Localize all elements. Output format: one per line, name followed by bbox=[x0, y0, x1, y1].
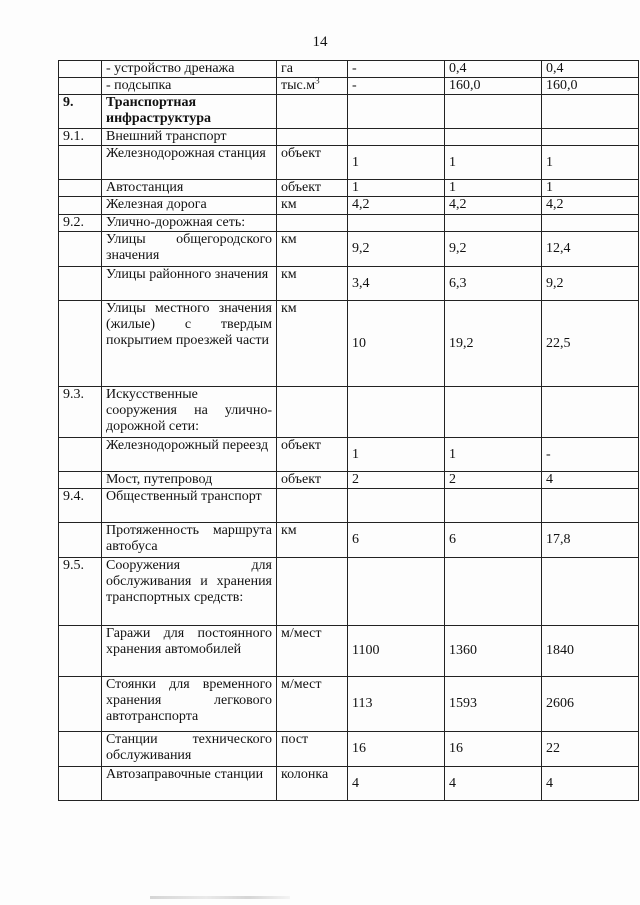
value-1: - bbox=[348, 61, 445, 78]
unit bbox=[277, 267, 348, 301]
table-row bbox=[59, 301, 639, 387]
indicator-name bbox=[102, 677, 277, 732]
unit-text: объект bbox=[281, 146, 321, 161]
value-3: 160,0 bbox=[542, 78, 639, 95]
table-row bbox=[59, 438, 639, 472]
value-1 bbox=[348, 558, 445, 626]
indicator-name-text: Улично-дорожная сеть: bbox=[106, 215, 246, 230]
value-3 bbox=[542, 558, 639, 626]
value-3: 4,2 bbox=[542, 197, 639, 215]
table-row bbox=[59, 180, 639, 197]
row-number: 9. bbox=[59, 95, 102, 129]
value-2: 1 bbox=[445, 180, 542, 197]
indicator-name bbox=[102, 626, 277, 677]
value-2: 16 bbox=[445, 732, 542, 767]
value-2: 6 bbox=[445, 523, 542, 558]
row-number bbox=[59, 523, 102, 558]
value-3: 2606 bbox=[542, 677, 639, 732]
unit-text: км bbox=[281, 301, 297, 316]
table-row bbox=[59, 215, 639, 232]
table-row bbox=[59, 489, 639, 523]
indicator-name-text: Искусственные сооружения на улично-дорожной сети: bbox=[106, 387, 272, 434]
unit bbox=[277, 129, 348, 146]
unit bbox=[277, 180, 348, 197]
indicator-name bbox=[102, 146, 277, 180]
table-row bbox=[59, 472, 639, 489]
indicator-name-text: Мост, путепровод bbox=[106, 472, 213, 487]
value-1: 9,2 bbox=[348, 232, 445, 267]
unit bbox=[277, 95, 348, 129]
indicator-name-text: Автозаправочные станции bbox=[106, 767, 264, 782]
value-2: 9,2 bbox=[445, 232, 542, 267]
value-3 bbox=[542, 387, 639, 438]
row-number bbox=[59, 78, 102, 95]
row-number bbox=[59, 472, 102, 489]
value-2: 1 bbox=[445, 146, 542, 180]
value-2 bbox=[445, 387, 542, 438]
indicator-name-text: Стоянки для временного хранения легкового автотранспорта bbox=[106, 677, 272, 724]
unit bbox=[277, 472, 348, 489]
value-1: - bbox=[348, 78, 445, 95]
value-2: 1 bbox=[445, 438, 542, 472]
unit-text: м/мест bbox=[281, 626, 322, 641]
value-1: 16 bbox=[348, 732, 445, 767]
indicator-name bbox=[102, 95, 277, 129]
page-number: 14 bbox=[312, 34, 328, 50]
unit bbox=[277, 767, 348, 801]
row-number bbox=[59, 732, 102, 767]
unit-text: га bbox=[281, 61, 293, 76]
table-row bbox=[59, 232, 639, 267]
table-row bbox=[59, 267, 639, 301]
indicator-name-text: Сооружения для обслуживания и хранения транспортных средств: bbox=[106, 558, 272, 605]
scan-artifact bbox=[150, 896, 290, 899]
unit-text: м/мест bbox=[281, 677, 322, 692]
value-3: 22 bbox=[542, 732, 639, 767]
value-2 bbox=[445, 558, 542, 626]
row-number: 9.1. bbox=[59, 129, 102, 146]
value-1: 10 bbox=[348, 301, 445, 387]
indicator-name-text: Станции технического обслуживания bbox=[106, 732, 272, 763]
indicator-name bbox=[102, 558, 277, 626]
value-3: - bbox=[542, 438, 639, 472]
row-number bbox=[59, 438, 102, 472]
indicator-name bbox=[102, 215, 277, 232]
value-1 bbox=[348, 387, 445, 438]
table-row bbox=[59, 197, 639, 215]
value-2 bbox=[445, 95, 542, 129]
indicator-name-text: Внешний транспорт bbox=[106, 129, 227, 144]
value-3: 1 bbox=[542, 146, 639, 180]
value-3 bbox=[542, 129, 639, 146]
unit-superscript: 3 bbox=[315, 75, 320, 86]
unit-text: км bbox=[281, 232, 297, 247]
value-3: 1 bbox=[542, 180, 639, 197]
value-2: 0,4 bbox=[445, 61, 542, 78]
indicator-name bbox=[102, 197, 277, 215]
value-2: 1360 bbox=[445, 626, 542, 677]
table-row bbox=[59, 387, 639, 438]
indicator-name bbox=[102, 732, 277, 767]
value-1 bbox=[348, 215, 445, 232]
row-number bbox=[59, 267, 102, 301]
unit-text: км bbox=[281, 523, 297, 538]
row-number: 9.2. bbox=[59, 215, 102, 232]
unit-text: км bbox=[281, 197, 297, 212]
row-number bbox=[59, 61, 102, 78]
value-1 bbox=[348, 129, 445, 146]
unit bbox=[277, 232, 348, 267]
value-1: 113 bbox=[348, 677, 445, 732]
value-1: 1100 bbox=[348, 626, 445, 677]
indicator-name-text: Автостанция bbox=[106, 180, 184, 195]
value-2 bbox=[445, 215, 542, 232]
indicator-name bbox=[102, 180, 277, 197]
value-1: 3,4 bbox=[348, 267, 445, 301]
row-number bbox=[59, 677, 102, 732]
table-row bbox=[59, 61, 639, 78]
table-row bbox=[59, 558, 639, 626]
value-1: 1 bbox=[348, 146, 445, 180]
table-row bbox=[59, 129, 639, 146]
unit-text: объект bbox=[281, 472, 321, 487]
value-2: 6,3 bbox=[445, 267, 542, 301]
value-3: 22,5 bbox=[542, 301, 639, 387]
row-number bbox=[59, 301, 102, 387]
value-2: 2 bbox=[445, 472, 542, 489]
value-1: 2 bbox=[348, 472, 445, 489]
value-2: 1593 bbox=[445, 677, 542, 732]
row-number: 9.5. bbox=[59, 558, 102, 626]
indicator-name-text: - подсыпка bbox=[106, 78, 172, 93]
indicator-name-text: Улицы местного значения (жилые) с твердым покрытием проезжей части bbox=[106, 301, 272, 348]
indicator-name-text: Улицы общегородского значения bbox=[106, 232, 272, 263]
value-3: 0,4 bbox=[542, 61, 639, 78]
value-2: 4,2 bbox=[445, 197, 542, 215]
unit bbox=[277, 387, 348, 438]
unit bbox=[277, 75, 348, 95]
indicator-name bbox=[102, 267, 277, 301]
table-row bbox=[59, 767, 639, 801]
row-number bbox=[59, 626, 102, 677]
value-2 bbox=[445, 489, 542, 523]
table-row bbox=[59, 146, 639, 180]
unit-text: пост bbox=[281, 732, 309, 747]
indicator-name bbox=[102, 489, 277, 523]
table-row bbox=[59, 677, 639, 732]
row-number bbox=[59, 232, 102, 267]
unit bbox=[277, 301, 348, 387]
unit bbox=[277, 732, 348, 767]
value-3: 12,4 bbox=[542, 232, 639, 267]
indicator-name bbox=[102, 387, 277, 438]
indicator-name bbox=[102, 78, 277, 95]
indicator-name bbox=[102, 301, 277, 387]
unit-text: тыс.м bbox=[281, 78, 316, 93]
value-1: 4 bbox=[348, 767, 445, 801]
unit bbox=[277, 146, 348, 180]
table-row bbox=[59, 626, 639, 677]
table-row bbox=[59, 732, 639, 767]
value-3 bbox=[542, 215, 639, 232]
table-row bbox=[59, 78, 639, 95]
indicator-name-text: Железнодорожная станция bbox=[106, 146, 266, 161]
unit-text: объект bbox=[281, 180, 321, 195]
unit bbox=[277, 197, 348, 215]
value-2 bbox=[445, 129, 542, 146]
indicator-name-text: Гаражи для постоянного хранения автомобилей bbox=[106, 626, 272, 657]
indicator-name-text: Железная дорога bbox=[106, 197, 207, 212]
row-number bbox=[59, 767, 102, 801]
indicator-name-text: Транспортная инфраструктура bbox=[106, 95, 212, 126]
indicator-name-text: Железнодорожный переезд bbox=[106, 438, 269, 453]
indicator-name-text: - устройство дренажа bbox=[106, 61, 235, 76]
unit-text: колонка bbox=[281, 767, 329, 782]
unit bbox=[277, 523, 348, 558]
unit bbox=[277, 626, 348, 677]
unit bbox=[277, 215, 348, 232]
unit-text: объект bbox=[281, 438, 321, 453]
data-table bbox=[58, 60, 639, 801]
value-1: 1 bbox=[348, 438, 445, 472]
value-1 bbox=[348, 489, 445, 523]
value-3: 4 bbox=[542, 767, 639, 801]
indicator-name bbox=[102, 472, 277, 489]
indicator-name bbox=[102, 767, 277, 801]
indicator-name bbox=[102, 129, 277, 146]
value-3: 9,2 bbox=[542, 267, 639, 301]
value-1: 6 bbox=[348, 523, 445, 558]
indicator-name bbox=[102, 438, 277, 472]
unit bbox=[277, 558, 348, 626]
indicator-name bbox=[102, 232, 277, 267]
row-number bbox=[59, 146, 102, 180]
table-row bbox=[59, 523, 639, 558]
row-number bbox=[59, 180, 102, 197]
value-3 bbox=[542, 95, 639, 129]
value-3: 1840 bbox=[542, 626, 639, 677]
value-2: 160,0 bbox=[445, 78, 542, 95]
row-number: 9.3. bbox=[59, 387, 102, 438]
value-1: 1 bbox=[348, 180, 445, 197]
row-number bbox=[59, 197, 102, 215]
indicator-name bbox=[102, 523, 277, 558]
value-2: 19,2 bbox=[445, 301, 542, 387]
value-1 bbox=[348, 95, 445, 129]
table-row bbox=[59, 95, 639, 129]
indicator-name-text: Улицы районного значения bbox=[106, 267, 269, 282]
row-number: 9.4. bbox=[59, 489, 102, 523]
unit bbox=[277, 438, 348, 472]
unit bbox=[277, 677, 348, 732]
value-3: 17,8 bbox=[542, 523, 639, 558]
indicator-name bbox=[102, 61, 277, 78]
unit-text: км bbox=[281, 267, 297, 282]
value-2: 4 bbox=[445, 767, 542, 801]
value-3: 4 bbox=[542, 472, 639, 489]
indicator-name-text: Общественный транспорт bbox=[106, 489, 262, 504]
unit bbox=[277, 489, 348, 523]
value-3 bbox=[542, 489, 639, 523]
table-body bbox=[59, 61, 639, 801]
value-1: 4,2 bbox=[348, 197, 445, 215]
unit bbox=[277, 61, 348, 78]
indicator-name-text: Протяженность маршрута автобуса bbox=[106, 523, 272, 554]
